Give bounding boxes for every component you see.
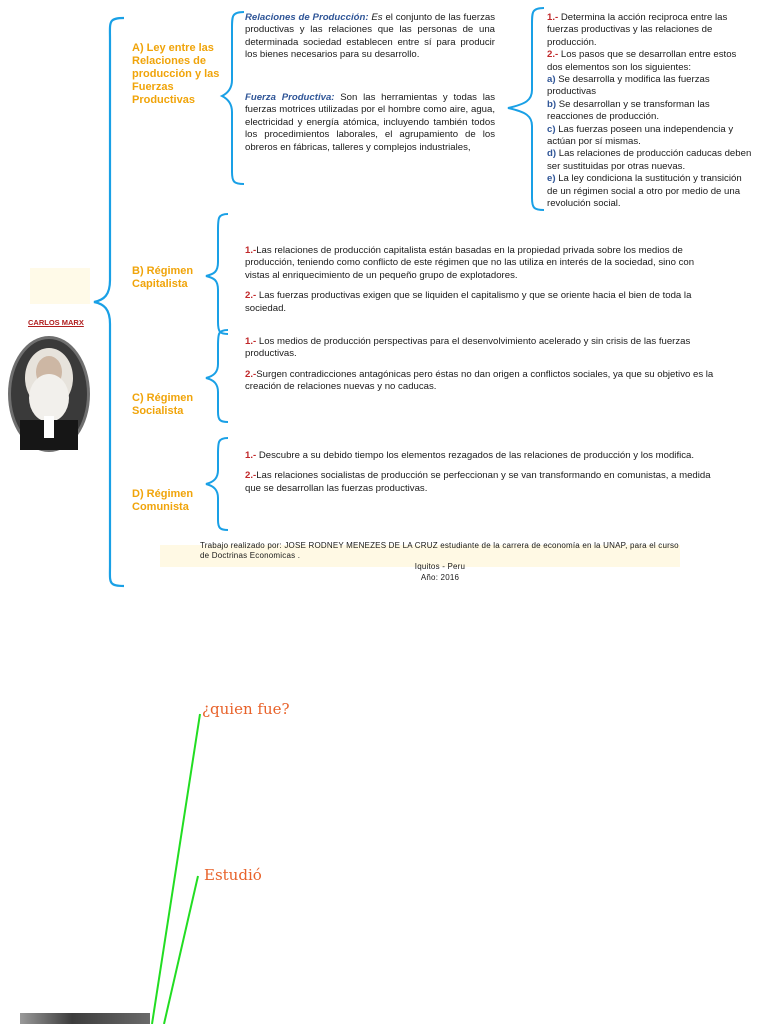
mindmap-node-quien: ¿quien fue? [202, 700, 290, 718]
credit-line1: Trabajo realizado por: JOSE RODNEY MENEZES DE LA CRUZ estudiante de la carrera de economía en la UNAP, para el curso [200, 541, 679, 550]
ley-b: Se desarrollan y se transforman las reacciones de producción. [547, 98, 710, 123]
credit-block [200, 541, 760, 561]
ley-p1: Determina la acción reciproca entre las fuerzas productivas y las relaciones de producción. [547, 12, 728, 48]
ley-c: Las fuerzas poseen una independencia y actúan por sí mismas. [547, 123, 734, 148]
cap-n2: 2.- [245, 290, 257, 302]
cap-p2: Las fuerzas productivas exigen que se liquiden el capitalismo y que se oriente hacia el bien de toda la sociedad. [245, 290, 692, 314]
com-p2: Las relaciones socialistas de producción se perfeccionan y se van transformando en comunistas, a medida que se desarrollan las fuerzas productivas. [245, 470, 711, 494]
ley-ld: d) [547, 148, 557, 160]
ley-lb: b) [547, 98, 557, 110]
ley-d: Las relaciones de producción caducas deben ser sustituidas por otras nuevas. [547, 148, 752, 172]
relaciones-es: Es [371, 12, 383, 23]
cap-p1: Las relaciones de producción capitalista están basadas en la propiedad privada sobre los medios de producción, teniendo como conflicto de este régimen que no las utiliza en interés de la sociedad, sino con vistas al enriquecimiento de un pequeño grupo de explotadores. [245, 245, 695, 281]
brace-b [206, 214, 228, 334]
fuerza-body: Son las herramientas y todas las fuerzas motrices utilizadas por el hombre como aire, agua, electricidad y energía atómica, incluyendo también todos los procedimientos laborales, el agrupamiento de los obreros en fábricas, talleres y complejos industriales, [245, 92, 495, 153]
mindmap-node-estudio: Estudió [204, 866, 262, 884]
soc-n2: 2.- [245, 368, 257, 380]
portrait-caption: CARLOS MARX [28, 318, 84, 327]
ley-a: Se desarrolla y modifica las fuerzas productivas [547, 74, 710, 98]
portrait-highlight [30, 268, 90, 304]
credit-place: Iquitos - Peru [414, 562, 466, 571]
ley-points [547, 12, 753, 211]
cap-n1: 1.- [245, 245, 257, 256]
bottom-photo [20, 1013, 150, 1024]
brace-c [206, 330, 228, 422]
section-b-label: B) Régimen Capitalista [132, 265, 194, 290]
ley-p2: Los pasos que se desarrollan entre estos dos elementos son los siguientes: [547, 49, 737, 73]
credit-year: Año: 2016 [420, 573, 460, 582]
section-c-label: C) Régimen Socialista [132, 392, 194, 417]
ley-la: a) [547, 74, 556, 86]
relaciones-term: Relaciones de Producción: [245, 12, 369, 23]
section-a-label: A) Ley entre las Relaciones de producción y las Fuerzas Productivas [132, 42, 220, 106]
com-p1: Descubre a su debido tiempo los elementos rezagados de las relaciones de producción y los modifica. [258, 450, 695, 461]
soc-p1: Los medios de producción perspectivas para el desenvolvimiento acelerado y sin crisis de las fuerzas productivas. [245, 336, 691, 360]
com-n2: 2.- [245, 470, 257, 482]
definition-relaciones [245, 12, 495, 62]
relaciones-body: el conjunto de las fuerzas productivas y las relaciones que las personas de una determinada sociedad establecen entre sí para producir los bienes necesarios para su desarrollo. [245, 12, 495, 61]
definition-fuerza [245, 92, 495, 154]
credit-line2: de Doctrinas Economicas . [200, 551, 301, 560]
brace-d [206, 438, 228, 530]
soc-n1: 1.- [245, 336, 257, 347]
mindmap-line-1 [152, 714, 200, 1024]
comunista-points [245, 450, 715, 495]
brace-a [222, 12, 244, 184]
soc-p2: Surgen contradicciones antagónicas pero éstas no dan origen a conflictos sociales, ya que su objetivo es la creación de relaciones nuevas y no caducas. [245, 368, 714, 393]
ley-n2: 2.- [547, 49, 559, 61]
capitalista-points [245, 245, 715, 315]
main-brace [94, 18, 124, 586]
fuerza-term: Fuerza Productiva: [245, 92, 335, 103]
ley-e: La ley condiciona la sustitución y transición de un régimen social a otro por medio de una revolución social. [547, 173, 742, 210]
socialista-points [245, 336, 723, 394]
mindmap-line-2 [164, 876, 198, 1024]
ley-le: e) [547, 173, 556, 185]
ley-lc: c) [547, 123, 556, 135]
ley-n1: 1.- [547, 12, 559, 23]
section-d-label: D) Régimen Comunista [132, 488, 194, 513]
brace-ley [508, 8, 544, 210]
com-n1: 1.- [245, 450, 257, 461]
